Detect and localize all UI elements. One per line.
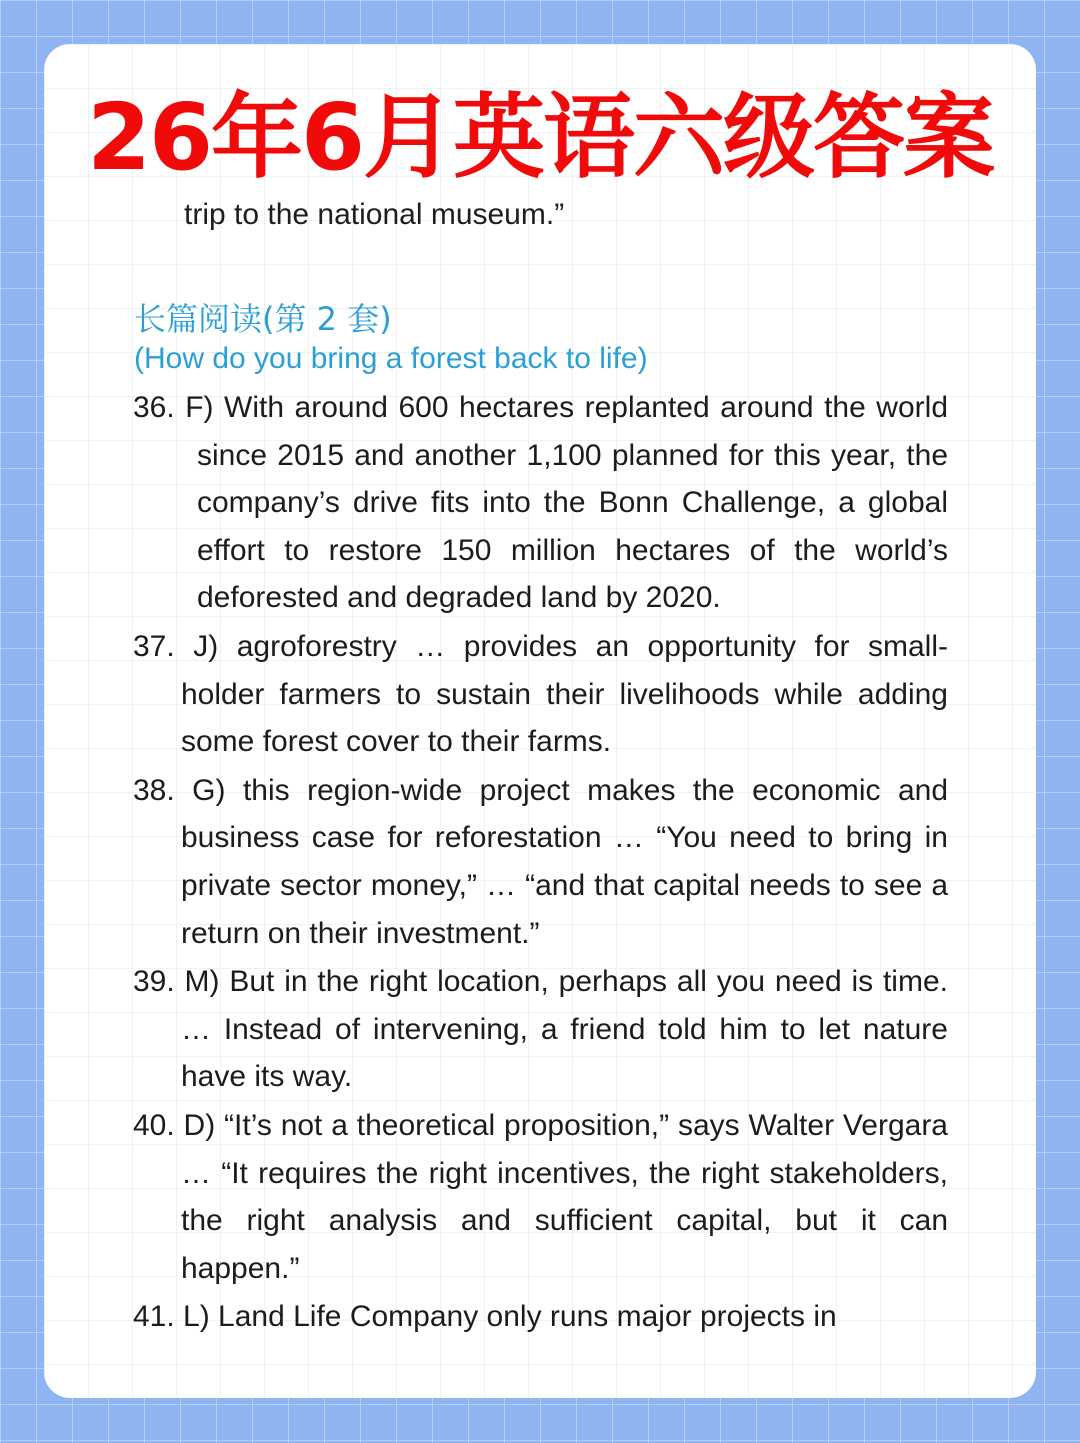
answer-41 bbox=[133, 1293, 948, 1341]
content-card bbox=[44, 44, 1036, 1398]
answer-36 bbox=[133, 384, 948, 622]
page-title: 26年6月英语六级答案 bbox=[86, 84, 994, 191]
previous-page-line: trip to the national museum.” bbox=[184, 198, 565, 231]
answer-list bbox=[133, 384, 948, 1342]
answer-text: 36. F) With around 600 hectares replanted around the world since 2015 and another 1,100 planned for this year, the company’s drive fits into the Bonn Challenge, a global effort to restore 150 million hectares of the world’s deforested and degraded land by 2020. bbox=[133, 391, 948, 615]
answer-text: 38. G) this region-wide project makes the economic and business case for reforestation … “You need to bring in private sector money,” … “and that capital needs to see a return on their investment.” bbox=[133, 773, 948, 950]
answer-text: 40. D) “It’s not a theoretical proposition,” says Walter Vergara … “It requires the right incentives, the right stakeholders, the right analysis and sufficient capital, but it can happen.” bbox=[133, 1108, 948, 1285]
answer-38 bbox=[133, 767, 948, 957]
section-subtitle: (How do you bring a forest back to life) bbox=[134, 342, 648, 375]
answer-37 bbox=[133, 623, 948, 766]
section-heading: 长篇阅读(第 2 套) bbox=[134, 300, 392, 338]
answer-text: 39. M) But in the right location, perhaps all you need is time. … Instead of intervening, a friend told him to let nature have its way. bbox=[133, 965, 948, 1094]
answer-text: 41. L) Land Life Company only runs major projects in bbox=[133, 1300, 837, 1334]
answer-39 bbox=[133, 958, 948, 1101]
answer-text: 37. J) agroforestry … provides an opportunity for small-holder farmers to sustain their livelihoods while adding some forest cover to their farms. bbox=[133, 629, 948, 759]
answer-40 bbox=[133, 1102, 948, 1292]
